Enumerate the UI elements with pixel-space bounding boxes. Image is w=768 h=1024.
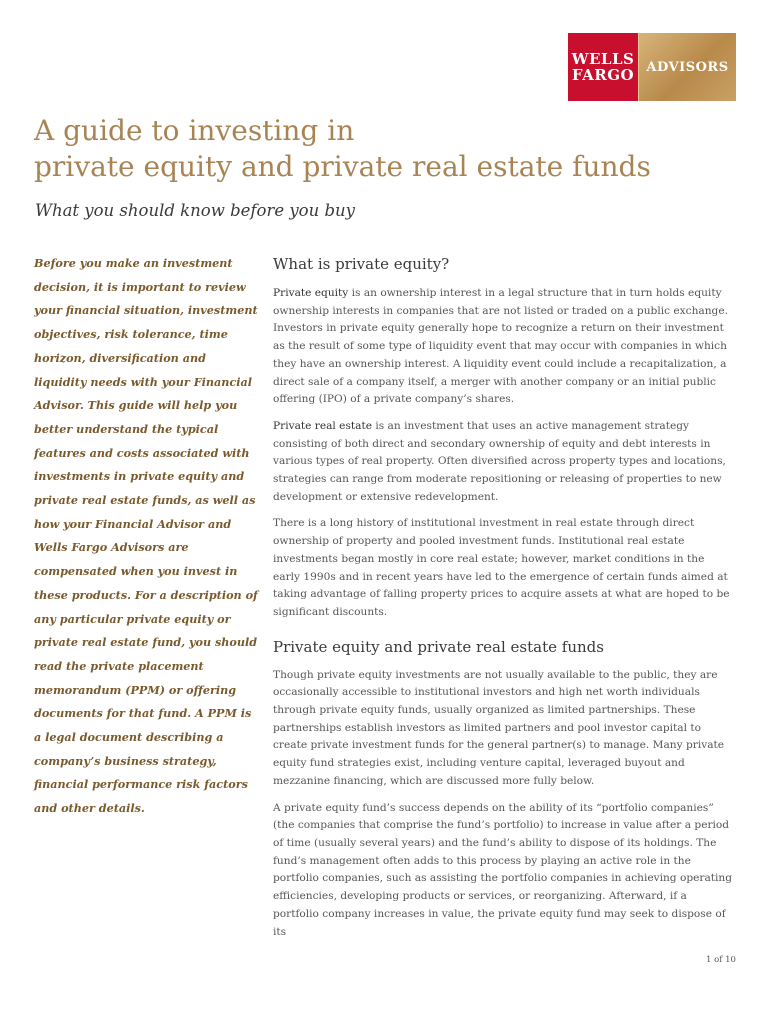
title-line-2: private equity and private real estate funds (34, 150, 651, 183)
term-private-real-estate: Private real estate (273, 419, 372, 432)
logo-brand-line2: FARGO (571, 66, 635, 84)
logo-brand-line1: WELLS (571, 50, 635, 68)
section-heading-what-is-private-equity: What is private equity? (273, 255, 450, 273)
paragraph-private-equity-definition (273, 285, 733, 409)
logo-division (638, 33, 736, 101)
sidebar-intro-text: Before you make an investment decision, it is important to review your financial situation, investment objectives, risk tolerance, time horizon, diversification and liquidity needs with your Financial Advisor. This guide will help you better understand the typical features and costs associated with investments in private equity and private real estate funds, as well as how your Financial Advisor and Wells Fargo Advisors are compensated when you invest in these products. For a description of any particular private equity or private real estate fund, you should read the private placement memorandum (PPM) or offering documents for that fund. A PPM is a legal document describing a company’s business strategy, financial performance risk factors and other details. (34, 256, 258, 816)
wells-fargo-advisors-logo (568, 33, 736, 101)
page-number: 1 of 10 (706, 955, 736, 965)
term-private-equity: Private equity (273, 287, 349, 299)
section-heading-funds: Private equity and private real estate funds (273, 637, 604, 656)
wells-fargo-logo-mark (568, 33, 638, 101)
paragraph-institutional-history: There is a long history of institutional investment in real estate through direct ownership of property and pooled investment funds. Institutional real estate investments began mostly in core real estate; however, market conditions in the early 1990s and in recent years have led to the emergence of certain funds aimed at taking advantage of falling property prices to acquire assets at what are hoped to be significant discounts. (273, 517, 730, 618)
title-line-1: A guide to investing in (34, 114, 355, 147)
document-subtitle: What you should know before you buy (35, 201, 355, 220)
paragraph-private-real-estate-definition (273, 418, 733, 507)
paragraph-funds-overview: Though private equity investments are not usually available to the public, they are occasionally accessible to institutional investors and high net worth individuals through private equity funds, usually organized as limited partnerships. These partnerships establish investors as limited partners and pool investor capital to create private investment funds for the general partner(s) to manage. Many private equity fund strategies exist, including venture capital, leveraged buyout and mezzanine financing, which are discussed more fully below. (273, 668, 725, 787)
private-real-estate-definition-text: is an investment that uses an active management strategy consisting of both direct and secondary ownership of equity and debt interests in various types of real property. Often diversified across property types and locations, strategies can range from moderate repositioning or releasing of properties to new development or extensive redevelopment. (273, 419, 726, 503)
private-equity-definition-text: is an ownership interest in a legal structure that in turn holds equity ownership interests in companies that are not listed or traded on a public exchange. Investors in private equity generally hope to recognize a return on their investment as the result of some type of liquidity event that may occur with companies in which they have an ownership interest. A liquidity event could include a recapitalization, a direct sale of a company itself, a merger with another company or an initial public offering (IPO) of a private company’s shares. (273, 287, 728, 406)
document-title (34, 113, 734, 185)
paragraph-fund-success: A private equity fund’s success depends on the ability of its “portfolio companies” (the companies that comprise the fund’s portfolio) to increase in value after a period of time (usually several years) and the fund’s ability to dispose of its holdings. The fund’s management often adds to this process by playing an active role in the portfolio companies, such as assisting the portfolio companies in achieving operating efficiencies, developing products or services, or reorganizing. Afterward, if a portfolio company increases in value, the private equity fund may seek to dispose of its (273, 801, 733, 938)
logo-division-label: ADVISORS (646, 59, 729, 75)
main-content (273, 252, 733, 950)
